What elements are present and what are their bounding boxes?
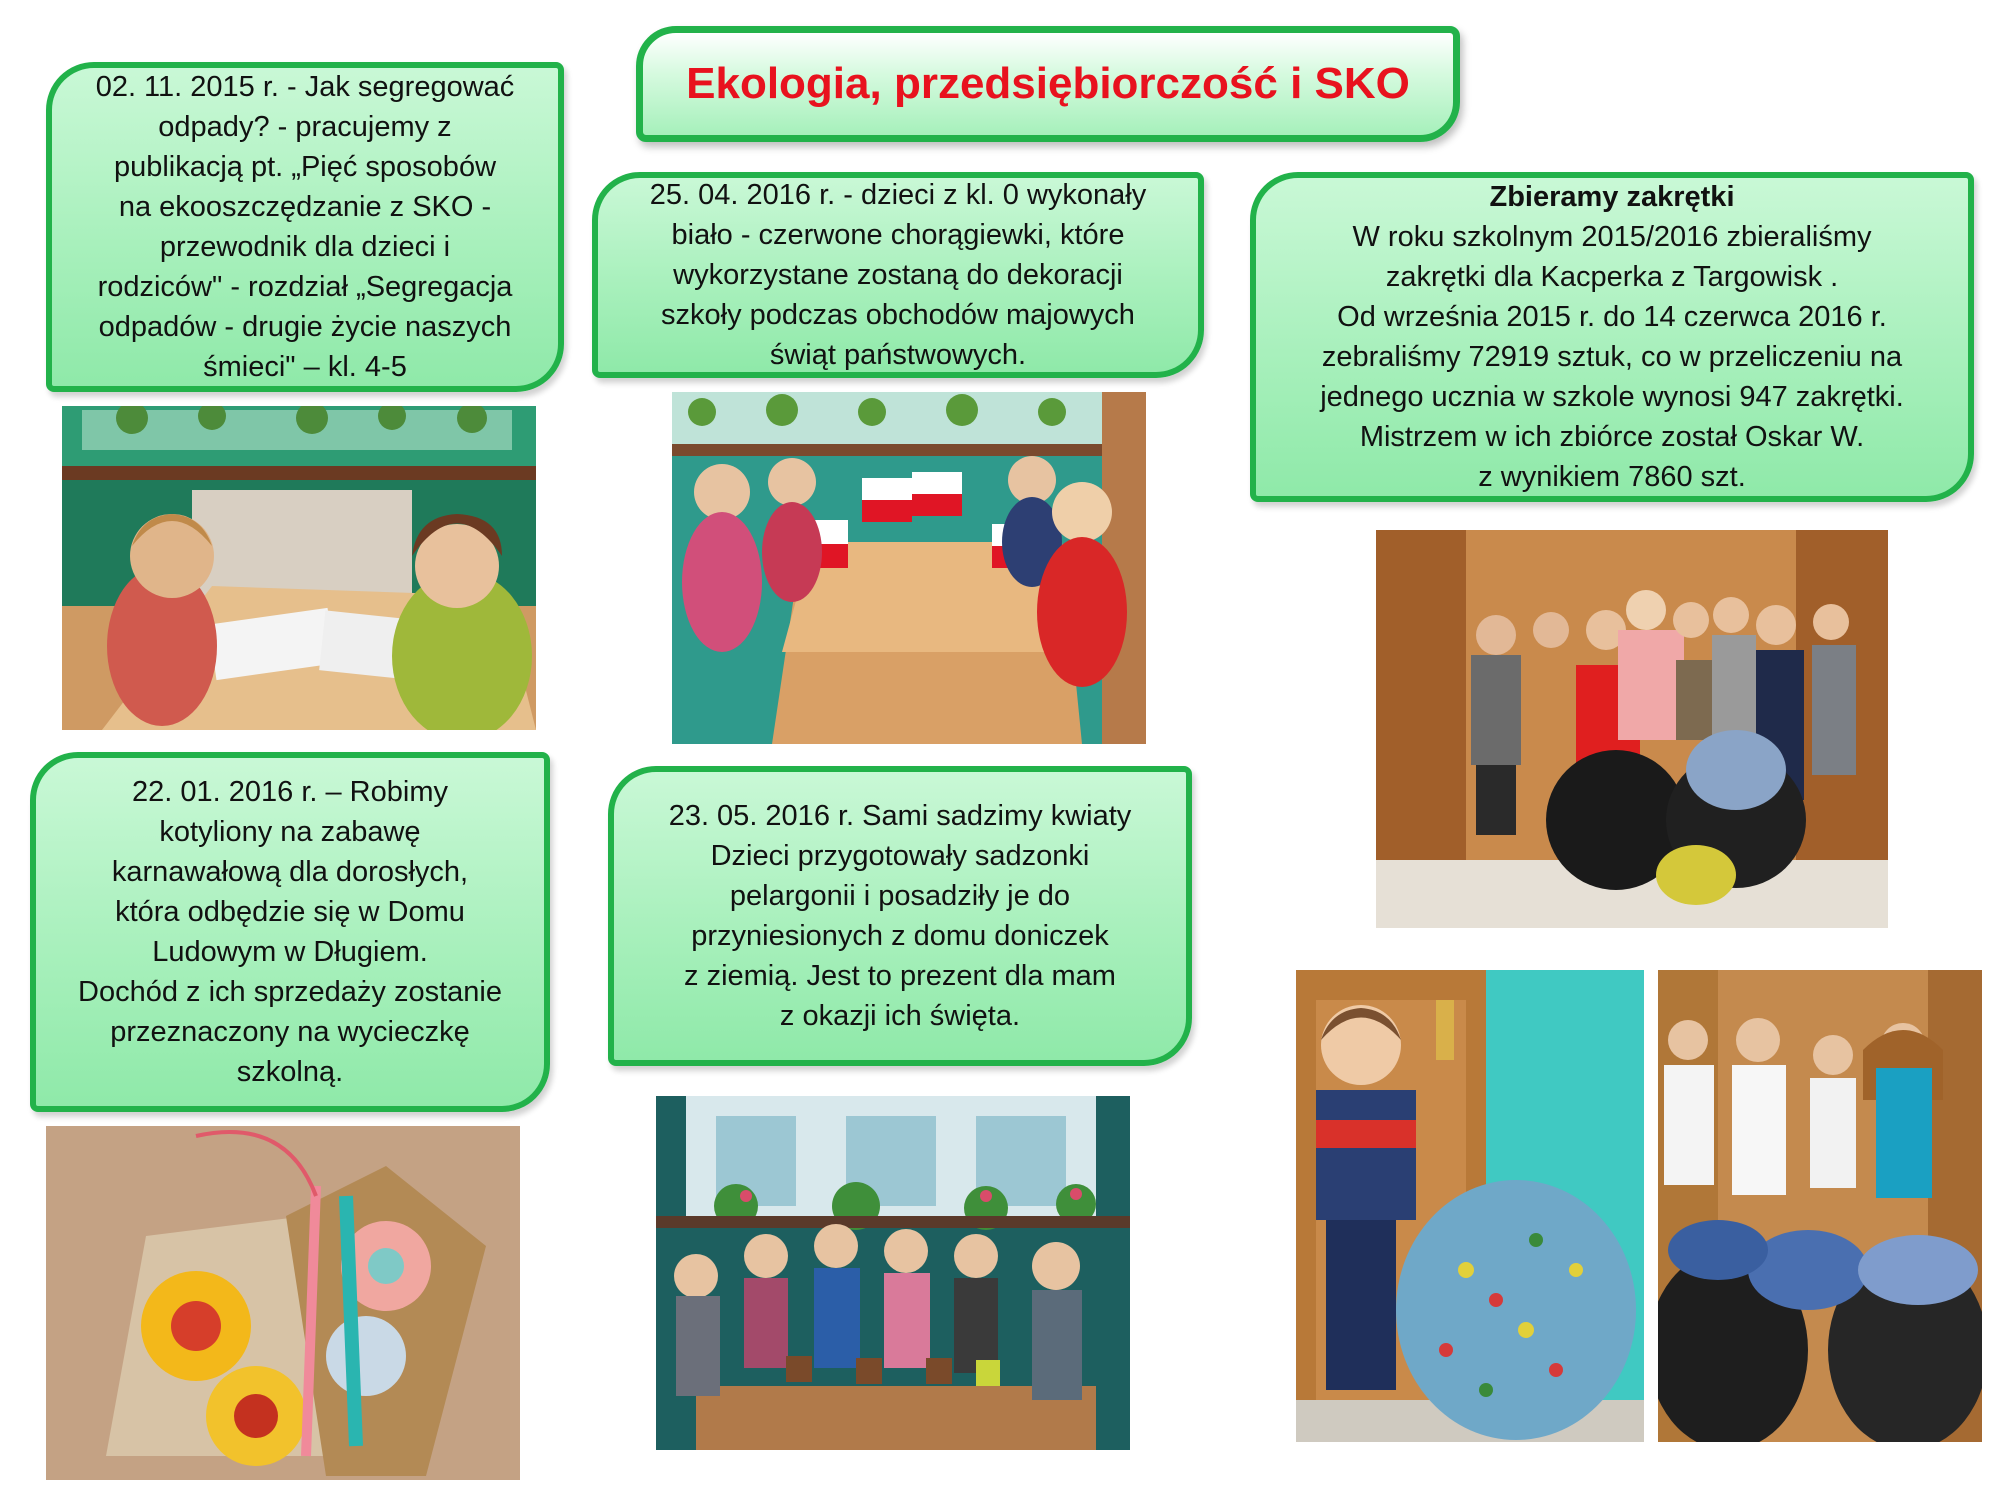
photo-cotillions xyxy=(46,1126,520,1480)
caps-body: W roku szkolnym 2015/2016 zbieraliśmy zakrętki dla Kacperka z Targowisk . Od września 2015 r. do 14 czerwca 2016 r. zebraliśmy 72919 sztuk, co w przeliczeniu na jednego ucznia w szkole wynosi 947 zakrętki. Mistrzem w ich zbiórce został Oskar W. z wynikiem 7860 szt. xyxy=(1320,221,1904,493)
info-box-segregation xyxy=(46,62,564,392)
photo-planting-flowers xyxy=(656,1096,1130,1450)
info-box-flags-text: 25. 04. 2016 r. - dzieci z kl. 0 wykonały biało - czerwone chorągiewki, które wykorzystane zostaną do dekoracji szkoły podczas obchodów majowych świąt państwowych. xyxy=(649,179,1147,371)
page-title: Ekologia, przedsiębiorczość i SKO xyxy=(686,59,1410,108)
info-box-segregation-text: 02. 11. 2015 r. - Jak segregować odpady? - pracujemy z publikacją pt. „Pięć sposobów na ekooszczędzanie z SKO - przewodnik dla dzieci i rodziców" - rozdział „Segregacja odpadów - drugie życie naszych śmieci" – kl. 4-5 xyxy=(95,71,515,383)
photo-children-flags xyxy=(672,392,1146,744)
info-box-flags xyxy=(592,172,1204,378)
info-box-caps xyxy=(1250,172,1974,502)
info-box-flowers xyxy=(608,766,1192,1066)
info-box-cotillions xyxy=(30,752,550,1112)
page-title-banner xyxy=(636,26,1460,142)
photo-girls-reading xyxy=(62,406,536,730)
info-box-cotillions-text: 22. 01. 2016 r. – Robimy kotyliony na zabawę karnawałową dla dorosłych, która odbędzie się w Domu Ludowym w Długiem. Dochód z ich sprzedaży zostanie przeznaczony na wycieczkę szkolną. xyxy=(78,776,502,1088)
photo-boy-caps-bag xyxy=(1296,970,1644,1442)
caps-heading: Zbieramy zakrętki xyxy=(1489,181,1735,213)
info-box-flowers-text: 23. 05. 2016 r. Sami sadzimy kwiaty Dzieci przygotowały sadzonki pelargonii i posadziły je do przyniesionych z domu doniczek z ziemią. Jest to prezent dla mam z okazji ich święta. xyxy=(668,800,1132,1032)
photo-caps-group xyxy=(1376,530,1888,928)
info-box-caps-text xyxy=(1320,177,1904,497)
photo-students-bags xyxy=(1658,970,1982,1442)
